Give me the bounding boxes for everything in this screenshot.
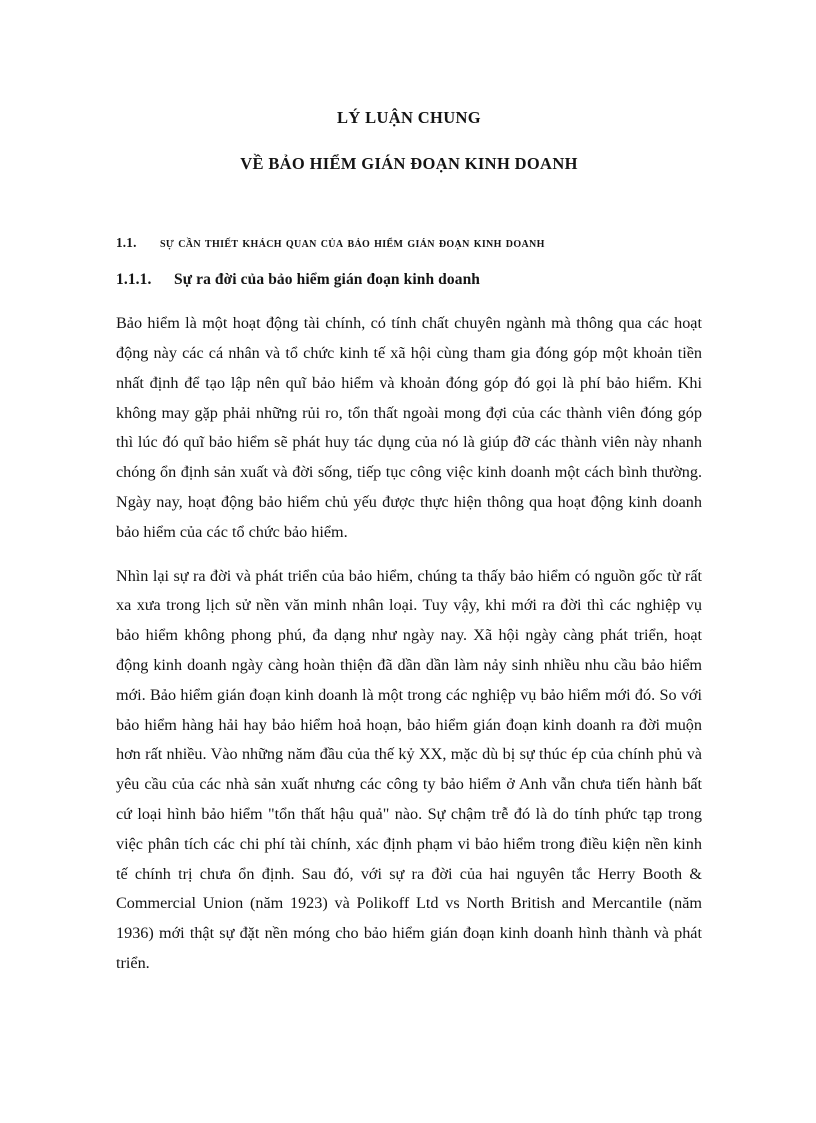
chapter-title [116, 108, 702, 174]
section-number-1-1-1: 1.1.1. [116, 271, 152, 289]
chapter-title-line-2: VỀ BẢO HIỂM GIÁN ĐOẠN KINH DOANH [240, 153, 578, 173]
chapter-title-line-1: LÝ LUẬN CHUNG [337, 108, 481, 127]
section-title-1-1-1: Sự ra đời của bảo hiểm gián đoạn kinh doanh [174, 271, 481, 289]
body-paragraph: Bảo hiểm là một hoạt động tài chính, có tính chất chuyên ngành mà thông qua các hoạt động này các cá nhân và tổ chức kinh tế xã hội cùng tham gia đóng góp một khoản tiền nhất định để tạo lập nên quĩ bảo hiểm và khoản đóng góp đó gọi là phí bảo hiểm. Khi không may gặp phải những rủi ro, tổn thất ngoài mong đợi của các thành viên đóng góp thì lúc đó quĩ bảo hiểm sẽ phát huy tác dụng của nó là giúp đỡ các thành viên này nhanh chóng ổn định sản xuất và đời sống, tiếp tục công việc kinh doanh một cách bình thường. Ngày nay, hoạt động bảo hiểm chủ yếu được thực hiện thông qua hoạt động kinh doanh bảo hiểm của các tổ chức bảo hiểm. [116, 314, 702, 541]
section-heading-1-1-1 [116, 271, 702, 289]
page-content [116, 0, 702, 979]
body-paragraph: Nhìn lại sự ra đời và phát triển của bảo hiểm, chúng ta thấy bảo hiểm có nguồn gốc từ rất xa xưa trong lịch sử nền văn minh nhân loại. Tuy vậy, khi mới ra đời thì các nghiệp vụ bảo hiểm không phong phú, đa dạng như ngày nay. Xã hội ngày càng phát triển, hoạt động kinh doanh ngày càng hoàn thiện đã dần dần làm nảy sinh nhiều nhu cầu bảo hiểm mới. Bảo hiểm gián đoạn kinh doanh là một trong các nghiệp vụ bảo hiểm mới đó. So với bảo hiểm hàng hải hay bảo hiểm hoả hoạn, bảo hiểm gián đoạn kinh doanh ra đời muộn hơn rất nhiều. Vào những năm đầu của thế kỷ XX, mặc dù bị sự thúc ép của chính phủ và yêu cầu của các nhà sản xuất nhưng các công ty bảo hiểm ở Anh vẫn chưa tiến hành bất cứ loại hình bảo hiểm "tổn thất hậu quả" nào. Sự chậm trễ đó là do tính phức tạp trong việc phân tích các chi phí tài chính, xác định phạm vi bảo hiểm trong điều kiện nền kinh tế chính trị chưa ổn định. Sau đó, với sự ra đời của hai nguyên tắc Herry Booth & Commercial Union (năm 1923) và Polikoff Ltd vs North British and Mercantile (năm 1936) mới thật sự đặt nền móng cho bảo hiểm gián đoạn kinh doanh hình thành và phát triển. [116, 566, 702, 972]
section-heading-1-1 [116, 235, 702, 252]
section-title-1-1: sự cần thiết khách quan của bảo hiểm gián đoạn kinh doanh [160, 235, 545, 252]
section-number-1-1: 1.1. [116, 235, 137, 251]
